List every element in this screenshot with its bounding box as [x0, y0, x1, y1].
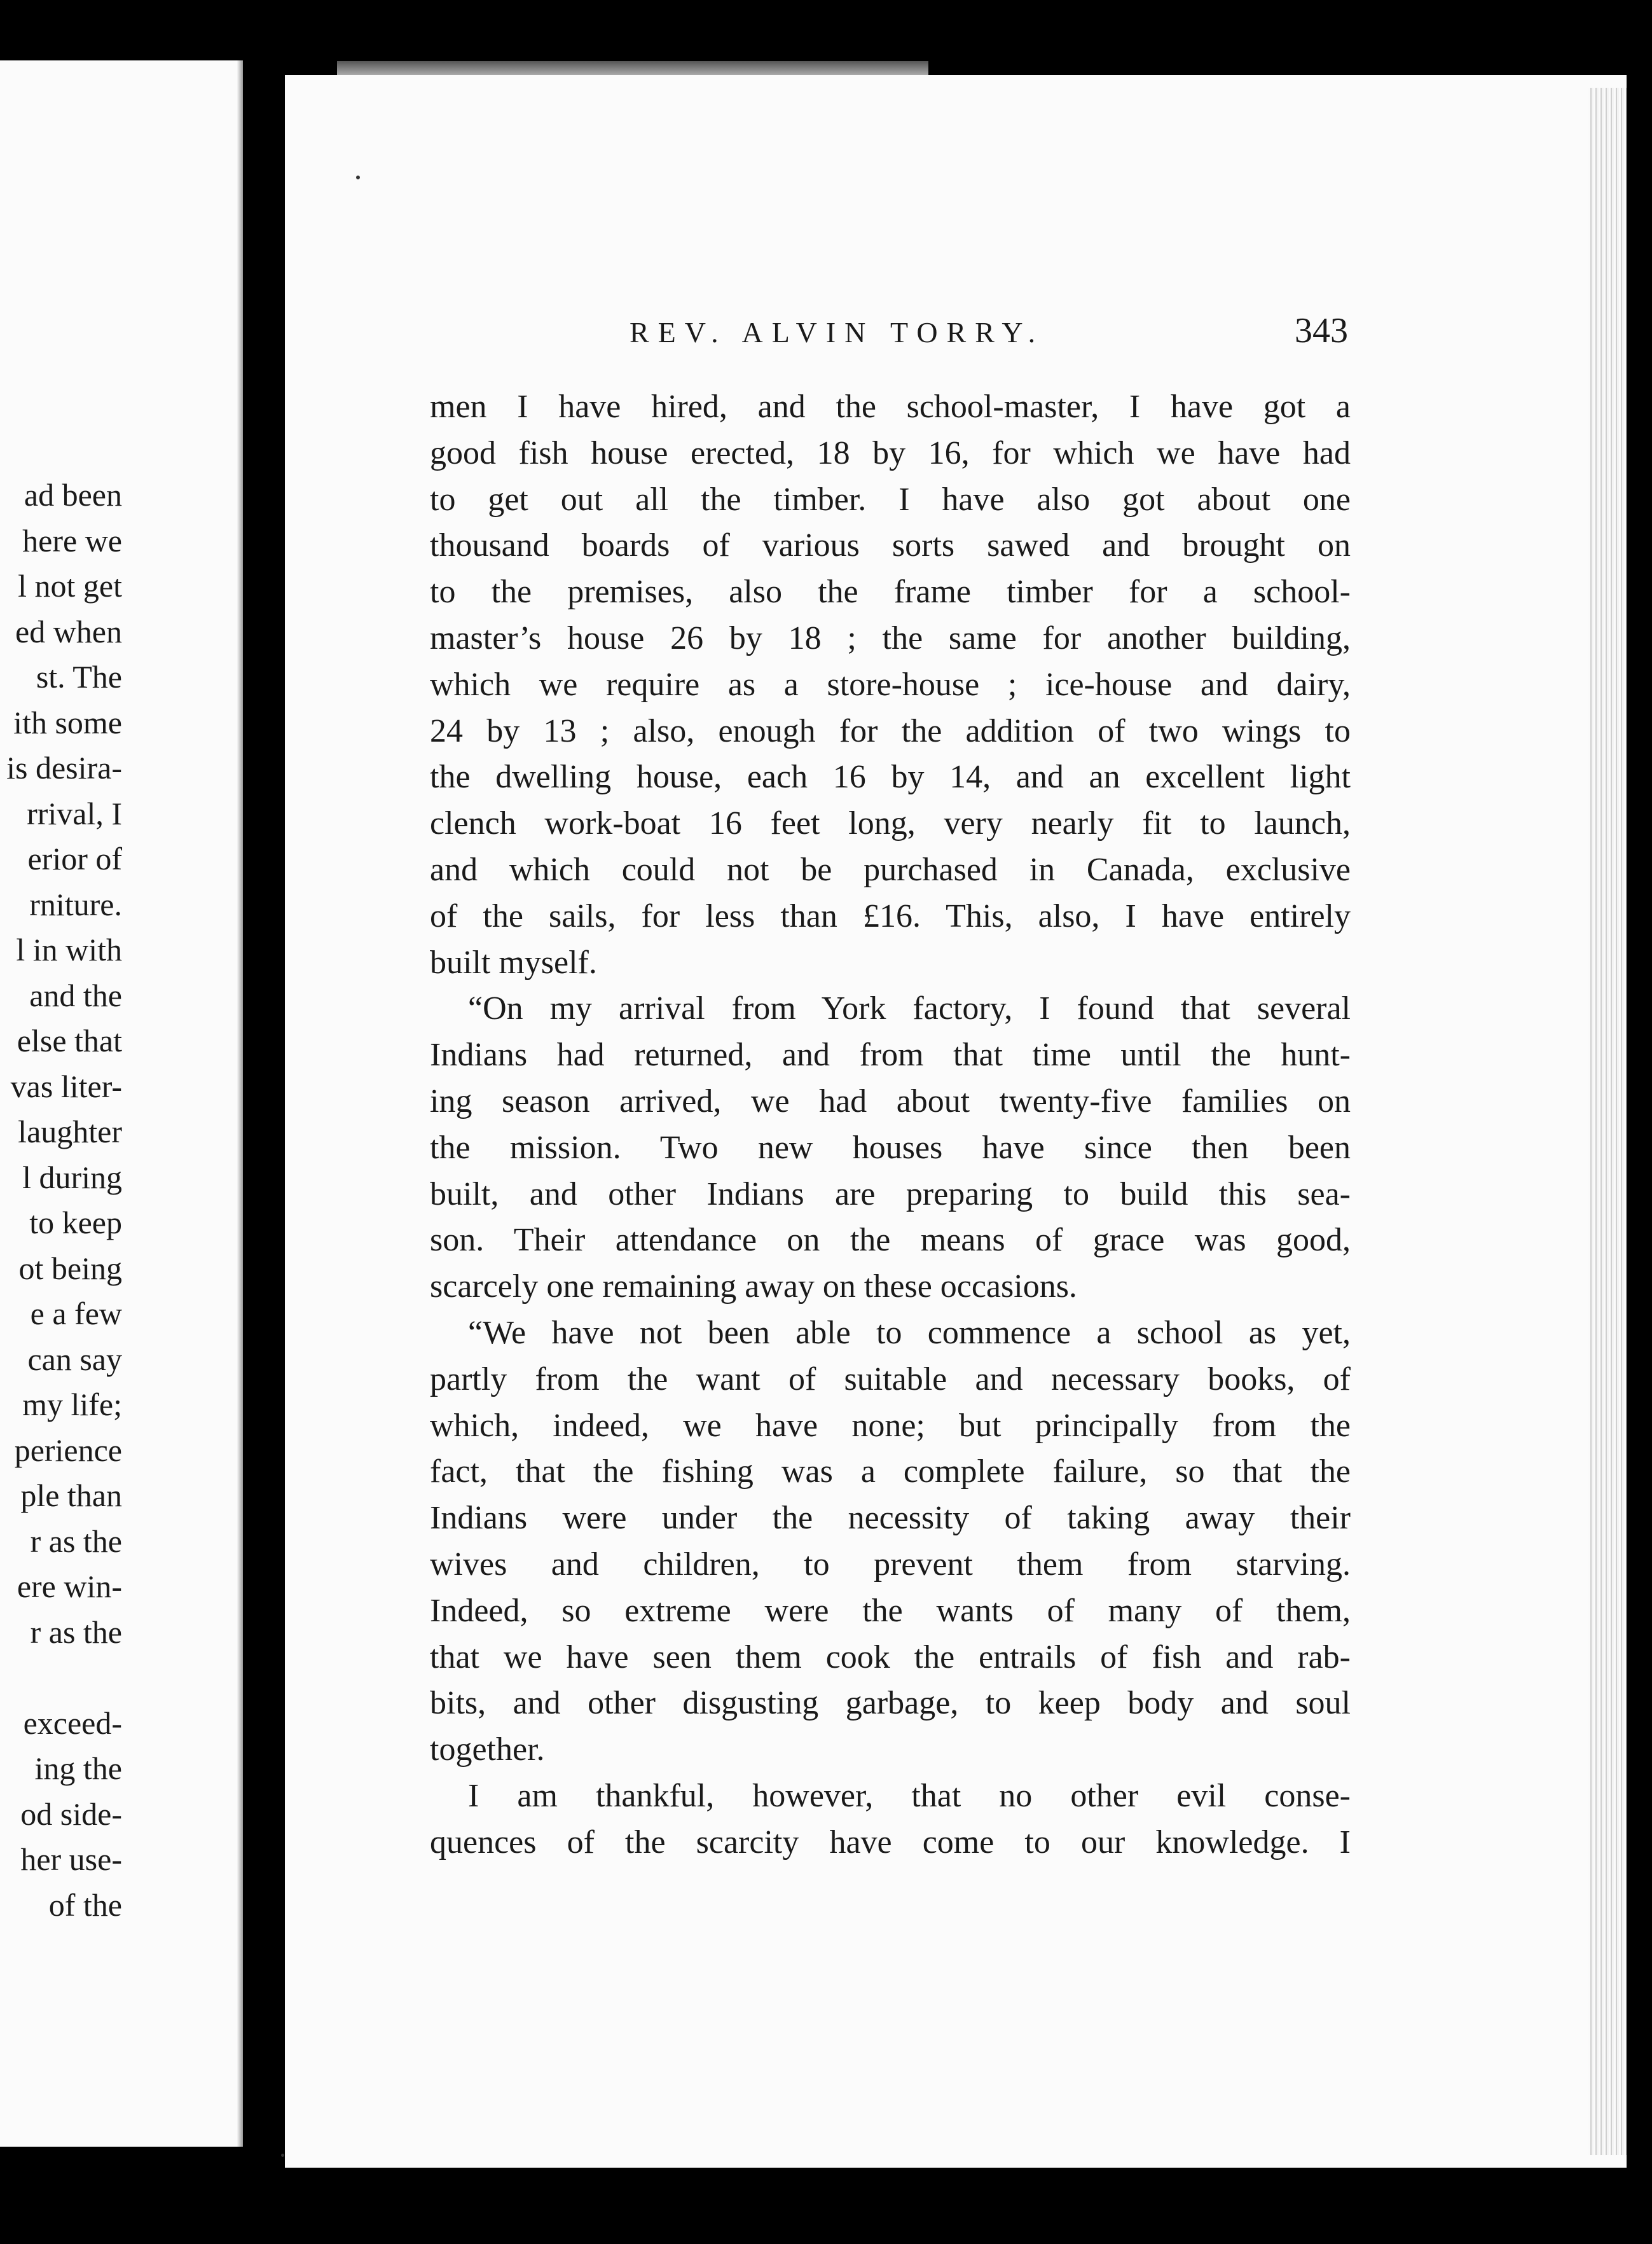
left-page-line: r as the: [30, 1614, 122, 1650]
text-line: master’s house 26 by 18 ; the same for another building,: [430, 620, 1351, 656]
left-page-line: my life;: [22, 1387, 122, 1422]
left-page-line: ere win-: [17, 1569, 122, 1604]
body-text: [430, 384, 1351, 1866]
left-page-line: and the: [29, 977, 122, 1013]
text-line: men I have hired, and the school-master, I have got a: [430, 389, 1351, 425]
left-page-line: [6, 1655, 122, 1701]
text-line: quences of the scarcity have come to our knowledge. I: [430, 1824, 1351, 1860]
speck: [281, 2154, 284, 2157]
left-page-line: ed when: [15, 613, 122, 649]
text-line: wives and children, to prevent them from starving.: [430, 1546, 1351, 1583]
left-page-line: ot being: [18, 1250, 122, 1286]
left-page-line: e a few: [30, 1296, 122, 1331]
left-page-line: here we: [22, 522, 122, 558]
left-page-line: ad been: [24, 477, 122, 513]
left-page-line: rniture.: [29, 886, 122, 922]
page-header: [630, 310, 1348, 361]
text-line: together.: [430, 1731, 545, 1768]
left-page-line: of the: [48, 1887, 122, 1923]
left-page-line: ing the: [34, 1750, 122, 1786]
page-edge: [1588, 88, 1627, 2155]
left-page-text: [6, 473, 122, 1928]
text-line: partly from the want of suitable and necessary books, of: [430, 1361, 1351, 1397]
left-page-line: rrival, I: [27, 795, 122, 831]
left-page-line: perience: [14, 1432, 122, 1468]
text-line: built, and other Indians are preparing to build this sea-: [430, 1175, 1351, 1212]
left-page-line: ith some: [13, 704, 122, 740]
text-line: bits, and other disgusting garbage, to keep body and soul: [430, 1685, 1351, 1722]
left-page-line: her use-: [20, 1841, 122, 1877]
left-page-line: else that: [17, 1023, 122, 1058]
left-page-line: ple than: [20, 1478, 122, 1513]
left-page-line: erior of: [27, 841, 122, 876]
text-line: “On my arrival from York factory, I found that several: [468, 990, 1351, 1027]
left-page-line: is desira-: [6, 750, 122, 786]
running-head: REV. ALVIN TORRY.: [630, 316, 1045, 349]
text-line: to the premises, also the frame timber for a school-: [430, 574, 1351, 611]
text-line: of the sails, for less than £16. This, also, I have entirely: [430, 897, 1351, 934]
text-line: the mission. Two new houses have since then been: [430, 1129, 1351, 1166]
text-line: ing season arrived, we had about twenty-five families on: [430, 1083, 1351, 1119]
text-line: clench work-boat 16 feet long, very nearly fit to launch,: [430, 805, 1351, 842]
left-page-line: l in with: [16, 932, 122, 967]
left-page-line: st. The: [36, 659, 122, 695]
text-line: Indians were under the necessity of taking away their: [430, 1500, 1351, 1537]
text-line: fact, that the fishing was a complete failure, so that the: [430, 1453, 1351, 1490]
left-page-line: l not get: [18, 568, 122, 604]
left-page-line: r as the: [30, 1523, 122, 1559]
text-line: 24 by 13 ; also, enough for the addition of two wings to: [430, 712, 1351, 749]
text-line: thousand boards of various sorts sawed and brought on: [430, 527, 1351, 564]
text-line: which, indeed, we have none; but principally from the: [430, 1407, 1351, 1444]
left-page-line: laughter: [18, 1114, 122, 1149]
text-line: to get out all the timber. I have also got about one: [430, 481, 1351, 518]
text-line: that we have seen them cook the entrails of fish and rab-: [430, 1638, 1351, 1675]
left-page-line: exceed-: [23, 1705, 122, 1741]
text-line: “We have not been able to commence a school as yet,: [468, 1314, 1351, 1351]
text-line: I am thankful, however, that no other evil conse-: [468, 1777, 1351, 1814]
left-page-line: od side-: [20, 1796, 122, 1832]
text-line: son. Their attendance on the means of grace was good,: [430, 1222, 1351, 1259]
text-line: which we require as a store-house ; ice-house and dairy,: [430, 666, 1351, 703]
gutter-shadow: [237, 60, 243, 2147]
text-line: Indeed, so extreme were the wants of many of them,: [430, 1592, 1351, 1629]
page-top-edge: [337, 61, 928, 75]
text-line: the dwelling house, each 16 by 14, and an excellent light: [430, 759, 1351, 796]
text-line: and which could not be purchased in Canada, exclusive: [430, 851, 1351, 888]
left-page-line: vas liter-: [10, 1068, 122, 1104]
left-page-line: can say: [27, 1341, 122, 1377]
text-line: good fish house erected, 18 by 16, for which we have had: [430, 434, 1351, 471]
left-page-line: l during: [22, 1159, 122, 1195]
left-page-line: to keep: [29, 1205, 122, 1240]
text-line: scarcely one remaining away on these occasions.: [430, 1268, 1077, 1305]
text-line: Indians had returned, and from that time until the hunt-: [430, 1037, 1351, 1074]
left-page: [0, 60, 243, 2147]
text-line: built myself.: [430, 944, 597, 981]
page-number: 343: [1295, 311, 1348, 350]
speck: [356, 176, 360, 179]
